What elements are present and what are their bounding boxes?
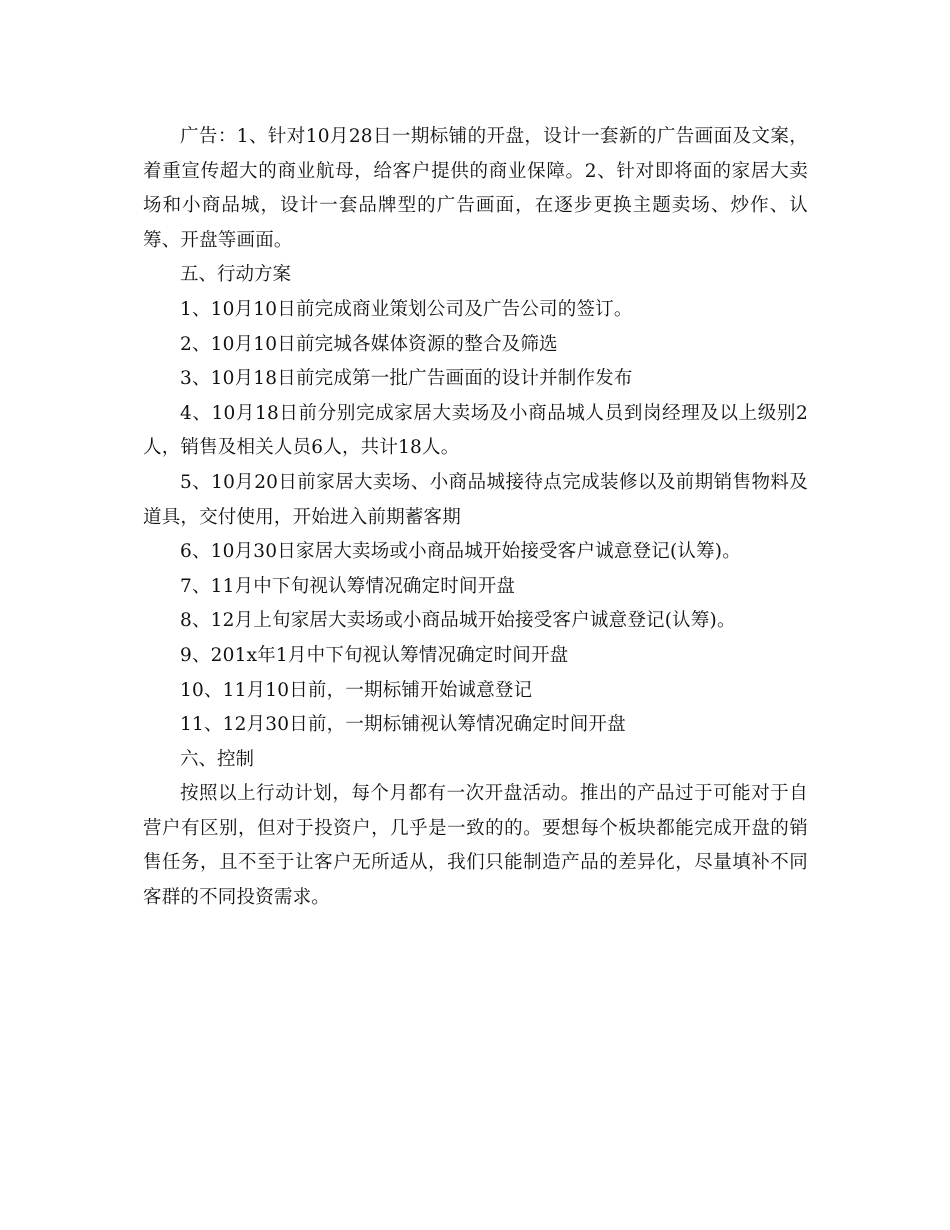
action-item-2: 2、10月10日前完城各媒体资源的整合及筛选 bbox=[180, 333, 558, 355]
action-item-10: 10、11月10日前，一期标铺开始诚意登记 bbox=[180, 679, 533, 701]
paragraph-advertising: 广告：1、针对10月28日一期标铺的开盘，设计一套新的广告画面及文案，着重宣传超大的商业航母，给客户提供的商业保障。2、针对即将面的家居大卖场和小商品城，设计一套品牌型的广告画面，在逐步更换主题卖场、炒作、认筹、开盘等画面。 bbox=[143, 126, 808, 251]
action-item-5: 5、10月20日前家居大卖场、小商品城接待点完成装修以及前期销售物料及道具，交付使用，开始进入前期蓄客期 bbox=[143, 471, 808, 528]
action-item-6: 6、10月30日家居大卖场或小商品城开始接受客户诚意登记(认筹)。 bbox=[180, 541, 741, 563]
action-item-1: 1、10月10日前完成商业策划公司及广告公司的签订。 bbox=[180, 298, 633, 320]
document-page bbox=[143, 120, 808, 916]
action-item-4: 4、10月18日前分别完成家居大卖场及小商品城人员到岗经理及以上级别2人，销售及相关人员6人，共计18人。 bbox=[143, 402, 808, 459]
action-item-9: 9、201x年1月中下旬视认筹情况确定时间开盘 bbox=[180, 644, 569, 666]
action-item-7: 7、11月中下旬视认筹情况确定时间开盘 bbox=[180, 575, 516, 597]
section-heading-control: 六、控制 bbox=[180, 748, 255, 770]
action-item-3: 3、10月18日前完成第一批广告画面的设计并制作发布 bbox=[180, 368, 633, 390]
action-item-11: 11、12月30日前，一期标铺视认筹情况确定时间开盘 bbox=[180, 714, 626, 736]
section-heading-action-plan: 五、行动方案 bbox=[180, 264, 292, 286]
paragraph-control: 按照以上行动计划，每个月都有一次开盘活动。推出的产品过于可能对于自营户有区别，但对于投资户，几乎是一致的的。要想每个板块都能完成开盘的销售任务，且不至于让客户无所适从，我们只能制造产品的差异化，尽量填补不同客群的不同投资需求。 bbox=[143, 783, 808, 909]
action-item-8: 8、12月上旬家居大卖场或小商品城开始接受客户诚意登记(认筹)。 bbox=[180, 610, 736, 632]
